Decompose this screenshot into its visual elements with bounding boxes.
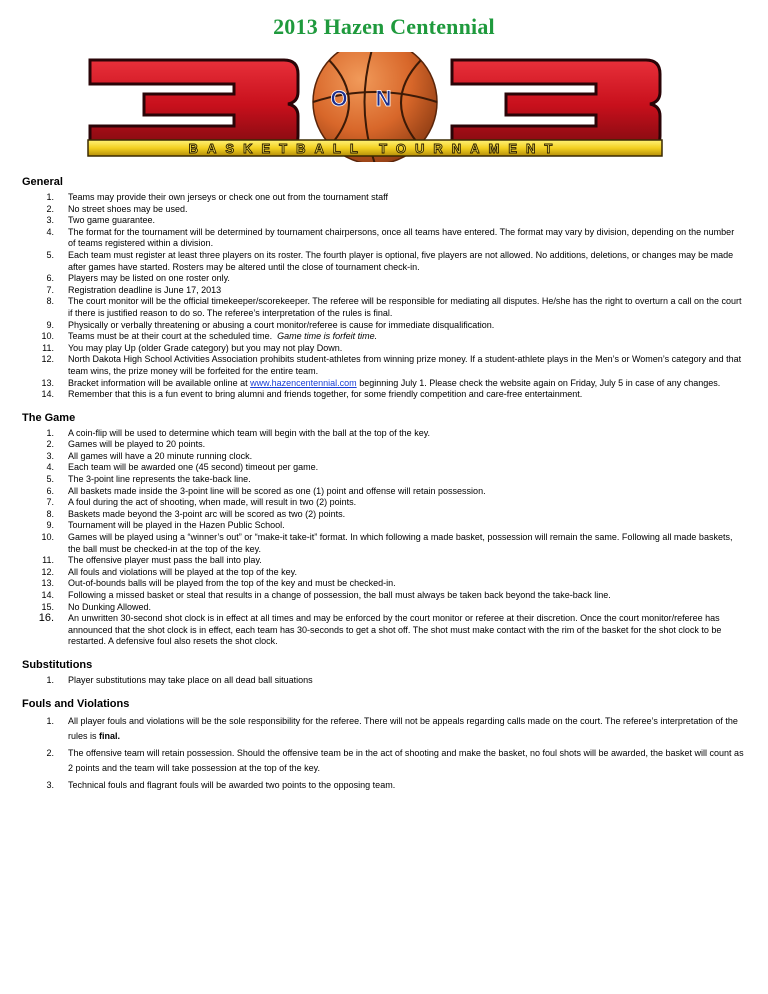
logo-number-left: [90, 60, 298, 150]
list-item: 6. All baskets made inside the 3-point line will be scored as one (1) point and offense will retain possession.: [46, 485, 486, 496]
list-item: 6. Players may be listed on one roster only.: [46, 273, 230, 284]
rules-list: [22, 675, 744, 687]
list-item: 14. Following a missed basket or steal that results in a change of possession, the ball must always be taken back beyond the take-back line.: [41, 590, 611, 600]
list-item: 15. No Dunking Allowed.: [41, 601, 152, 612]
logo-number-right: [452, 60, 660, 150]
page-title: 2013 Hazen Centennial: [273, 14, 495, 39]
list-item: 16. An unwritten 30-second shot clock is in effect at all times and may be enforced by the court monitor or referee at their discretion. Once the court monitor/referee has announced that the shot clock is in effect, each team has 30-seconds to get a shot off. The shot must make contact with the rim of the basket for the shot clock to be restarted. A defensive foul also resets the shot clock.: [38, 612, 722, 647]
rules-list: [22, 192, 744, 401]
section-fouls-and-violations: [22, 698, 744, 794]
list-item: 3. Two game guarantee.: [46, 215, 156, 226]
section-heading: General: [22, 176, 63, 188]
section-heading: The Game: [22, 411, 76, 424]
list-item: 10. Teams must be at their court at the scheduled time. Game time is forfeit time.: [41, 331, 378, 342]
list-item: 11. The offensive player must pass the ball into play.: [42, 555, 262, 566]
list-item: 8. The court monitor will be the official timekeeper/scorekeeper. The referee will be responsible for mediating all disputes. He/she has the right to overturn a call on the court if there is justified reason to do so. The referee’s interpretation of the rules is final.: [46, 296, 742, 318]
tournament-logo: [84, 52, 666, 162]
emphasis-text: Game time is forfeit time.: [277, 331, 378, 342]
emphasis-text: final.: [99, 731, 121, 742]
rules-list: [22, 714, 744, 794]
section-heading: Substitutions: [22, 658, 93, 671]
list-item: 12. All fouls and violations will be played at the top of the key.: [41, 566, 297, 577]
section-the-game: [22, 412, 744, 648]
list-item: 2. Games will be played to 20 points.: [46, 439, 206, 450]
list-item: 1. All player fouls and violations will be the sole responsibility for the referee. There will not be appeals regarding calls made on the court. The referee’s interpretation of the rules is final.: [46, 715, 738, 742]
rules-list: [22, 428, 744, 648]
list-item: 4. Each team will be awarded one (45 second) timeout per game.: [46, 462, 319, 473]
logo-subtitle: BASKETBALL TOURNAMENT: [188, 141, 562, 156]
website-link[interactable]: www.hazencentennial.com: [250, 377, 357, 388]
section-general: [22, 176, 744, 401]
list-item: 1. A coin-flip will be used to determine which team will begin with the ball at the top of the key.: [46, 427, 431, 438]
list-item: 14. Remember that this is a fun event to bring alumni and friends together, for some friendly competition and care-free entertainment.: [41, 389, 583, 400]
rules-content: [22, 176, 744, 804]
list-item: 12. North Dakota High School Activities Association prohibits student-athletes from winning prize money. If a student-athlete plays in the Men’s or Women’s category and that team wins, the prize money will be forfeited for the entire team.: [41, 354, 742, 376]
list-item: 7. A foul during the act of shooting, when made, will result in two (2) points.: [46, 497, 357, 508]
list-item: 2. The offensive team will retain possession. Should the offensive team be in the act of shooting and make the basket, no foul shots will be awarded, the basket will count as 2 points and the team will take possession at the top of the key.: [46, 747, 744, 774]
list-item: 5. The 3-point line represents the take-back line.: [46, 474, 251, 485]
list-item: 1. Player substitutions may take place on all dead ball situations: [46, 674, 313, 685]
section-heading: Fouls and Violations: [22, 697, 130, 710]
list-item: 8. Baskets made beyond the 3-point arc will be scored as two (2) points.: [46, 508, 346, 519]
list-item: 7. Registration deadline is June 17, 2013: [46, 284, 222, 295]
list-item: 10. Games will be played using a “winner’s out” or “make-it take-it” format. In which following a made basket, possession will remain the same. Following all made baskets, the ball must be checked-in at the top of the key.: [41, 532, 733, 554]
list-item: 4. The format for the tournament will be determined by tournament chairpersons, once all teams have entered. The format may vary by division, depending on the number of teams registered within a division.: [46, 226, 735, 249]
list-item: 5. Each team must register at least three players on its roster. The fourth player is optional, five players are not allowed. No additions, deletions, or changes may be made after games have started. Rosters may be altered until the close of tournament check-in.: [46, 249, 734, 272]
list-item: 3. Technical fouls and flagrant fouls will be awarded two points to the opposing team.: [46, 779, 396, 790]
list-item: 11. You may play Up (older Grade category) but you may not play Down.: [42, 342, 343, 353]
list-item: 9. Tournament will be played in the Hazen Public School.: [46, 520, 285, 531]
section-substitutions: [22, 659, 744, 687]
list-item: 3. All games will have a 20 minute running clock.: [46, 450, 253, 461]
logo-on-text: ON: [330, 86, 420, 111]
list-item: 2. No street shoes may be used.: [46, 203, 188, 214]
list-item: 13. Out-of-bounds balls will be played from the top of the key and must be checked-in.: [41, 578, 396, 589]
list-item: 9. Physically or verbally threatening or abusing a court monitor/referee is cause for immediate disqualification.: [46, 319, 495, 330]
list-item: 13. Bracket information will be available online at www.hazencentennial.com beginning July 1. Please check the website again on Friday, July 5 in case of any changes.: [41, 377, 721, 388]
list-item: 1. Teams may provide their own jerseys or check one out from the tournament staff: [46, 192, 388, 202]
